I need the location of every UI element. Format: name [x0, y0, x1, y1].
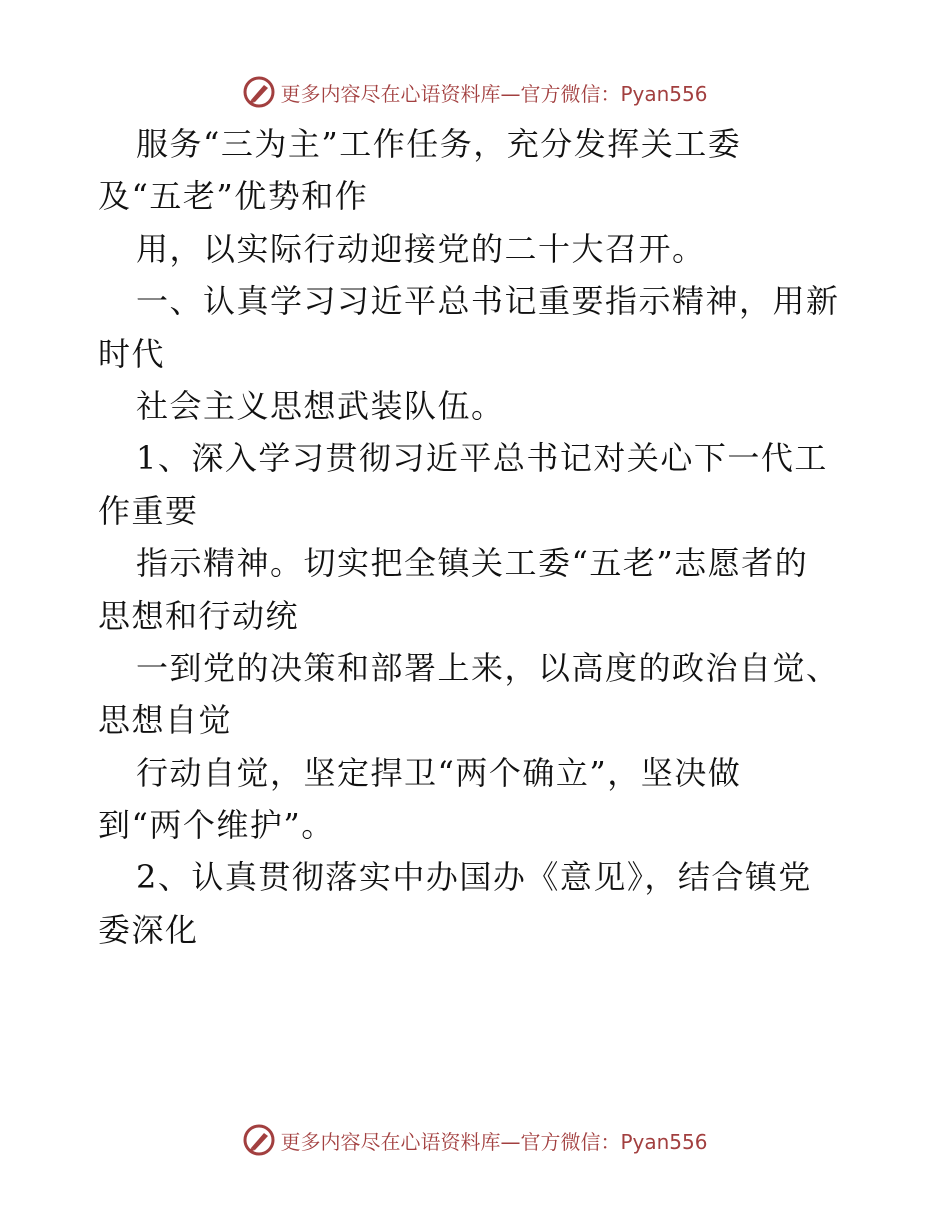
header-watermark-text: 更多内容尽在心语资料库—官方微信：Pyan556 [280, 81, 708, 106]
pen-logo-icon [242, 75, 276, 109]
text-line: 及“五老”优势和作 [98, 177, 369, 216]
text-line: 到“两个维护”。 [98, 806, 335, 845]
text-line: 2、认真贯彻落实中办国办《意见》，结合镇党 [136, 858, 812, 897]
text-line: 用，以实际行动迎接党的二十大召开。 [136, 229, 706, 268]
text-line: 服务“三为主”工作任务，充分发挥关工委 [136, 125, 742, 163]
text-line: 作重要 [98, 491, 199, 530]
text-line: 思想和行动统 [98, 596, 300, 635]
footer-watermark-text: 更多内容尽在心语资料库—官方微信：Pyan556 [280, 1129, 708, 1154]
text-line: 时代 [98, 334, 166, 373]
header-watermark [0, 72, 950, 112]
pen-logo-icon [242, 1123, 276, 1157]
text-line: 一、认真学习习近平总书记重要指示精神，用新 [136, 282, 840, 321]
text-line: 指示精神。切实把全镇关工委“五老”志愿者的 [136, 544, 809, 583]
document-body [98, 118, 858, 956]
text-line: 行动自觉，坚定捍卫“两个确立”，坚决做 [136, 753, 742, 792]
footer-watermark [0, 1120, 950, 1160]
text-line: 1、深入学习贯彻习近平总书记对关心下一代工 [136, 439, 828, 478]
text-line: 思想自觉 [98, 701, 233, 740]
text-line: 社会主义思想武装队伍。 [136, 386, 505, 425]
text-line: 一到党的决策和部署上来，以高度的政治自觉、 [136, 648, 840, 687]
text-line: 委深化 [98, 910, 199, 949]
